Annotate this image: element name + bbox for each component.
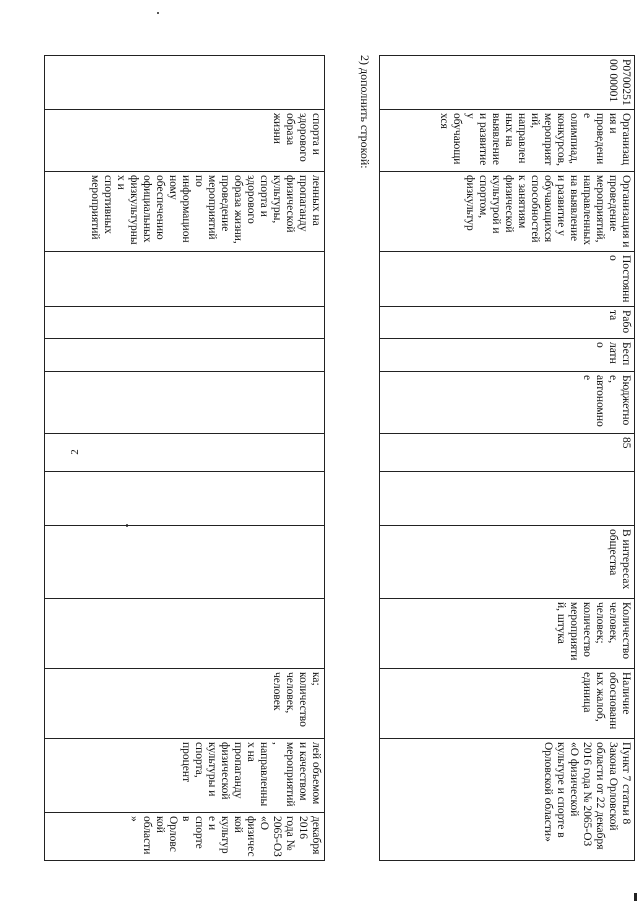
bottom-cell: Бесплатно — [380, 339, 635, 372]
section-caption: 2) дополнить строкой: — [358, 55, 372, 169]
bottom-cell: Работа — [380, 307, 635, 339]
top-cell: лей объемом и качеством мероприятий, направленных на пропаганду физической культуры и спорта, процент — [45, 739, 325, 813]
bottom-cell: Организация и проведение мероприятий, направленных на выявление и развитие у обучающихся способностей к занятиям физической культурой и спортом, физкультур — [380, 172, 635, 252]
bottom-cell: 85 — [380, 434, 635, 472]
bottom-cell: В интересах общества — [380, 526, 635, 599]
bottom-cell: Пункт 7 статьи 8 Закона Орловской области от 22 декабря 2016 года № 2065-ОЗ «О физической культуре и спорте в Орловской области» — [380, 739, 635, 861]
bottom-cell: Организация и проведение олимпиад, конкурсов, мероприятий, направленных на выявление и развитие у обучающихся — [380, 110, 635, 172]
bottom-cell: Количество человек, человек; количество мероприятий, штука — [380, 599, 635, 669]
bottom-cell: Наличие обоснованных жалоб, единица — [380, 669, 635, 739]
top-cell: декабря 2016 года № 2065-ОЗ «О физической культуре и спорте в Орловской области» — [45, 813, 325, 861]
bottom-table — [379, 55, 635, 861]
top-cell: ленных на пропаганду физической культуры, спорта и здорового образа жизни, проведение мероприятий по информационному обеспечению официальных физкультурных и спортивных мероприятий — [45, 172, 325, 252]
page-number: 2 — [69, 449, 81, 455]
bottom-cell: Бюджетное, автономное — [380, 372, 635, 434]
top-cell: спорта и здорового образа жизни — [45, 110, 325, 172]
top-cell: ка; количество человек, человек — [45, 669, 325, 739]
bottom-cell — [380, 472, 635, 526]
bottom-cell: Постоянно — [380, 252, 635, 307]
bottom-cell: Р070025100 00001 — [380, 56, 635, 110]
